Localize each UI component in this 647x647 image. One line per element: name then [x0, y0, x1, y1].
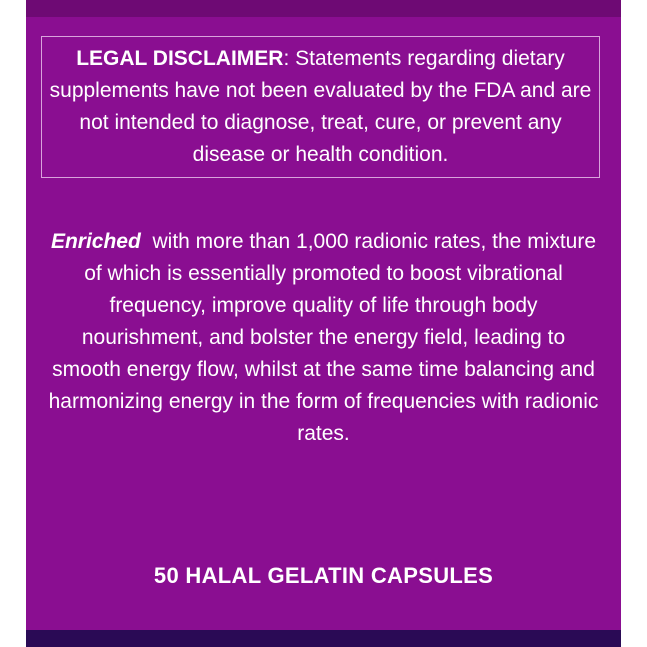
legal-disclaimer-heading: LEGAL DISCLAIMER — [76, 47, 284, 70]
bottom-band — [26, 630, 621, 647]
legal-disclaimer-text — [48, 43, 593, 171]
top-band — [26, 0, 621, 17]
description-lead-word: Enriched — [50, 230, 141, 253]
description-body: with more than 1,000 radionic rates, the mixture of which is essentially promoted to boost vibrational frequency, improve quality of life through body nourishment, and bolster the energy field, leading to smooth energy flow, whilst at the same time balancing and harmonizing energy in the form of frequencies with radionic rates. — [48, 230, 605, 445]
legal-disclaimer-box — [41, 36, 600, 178]
capsule-count: 50 HALAL GELATIN CAPSULES — [153, 563, 494, 588]
legal-disclaimer-separator: : — [283, 47, 290, 70]
legal-disclaimer-body: Statements regarding dietary supplements have not been evaluated by the FDA and are not intended to diagnose, treat, cure, or prevent any disease or health condition. — [49, 47, 592, 166]
product-description — [46, 226, 605, 450]
product-label-panel — [26, 0, 621, 647]
